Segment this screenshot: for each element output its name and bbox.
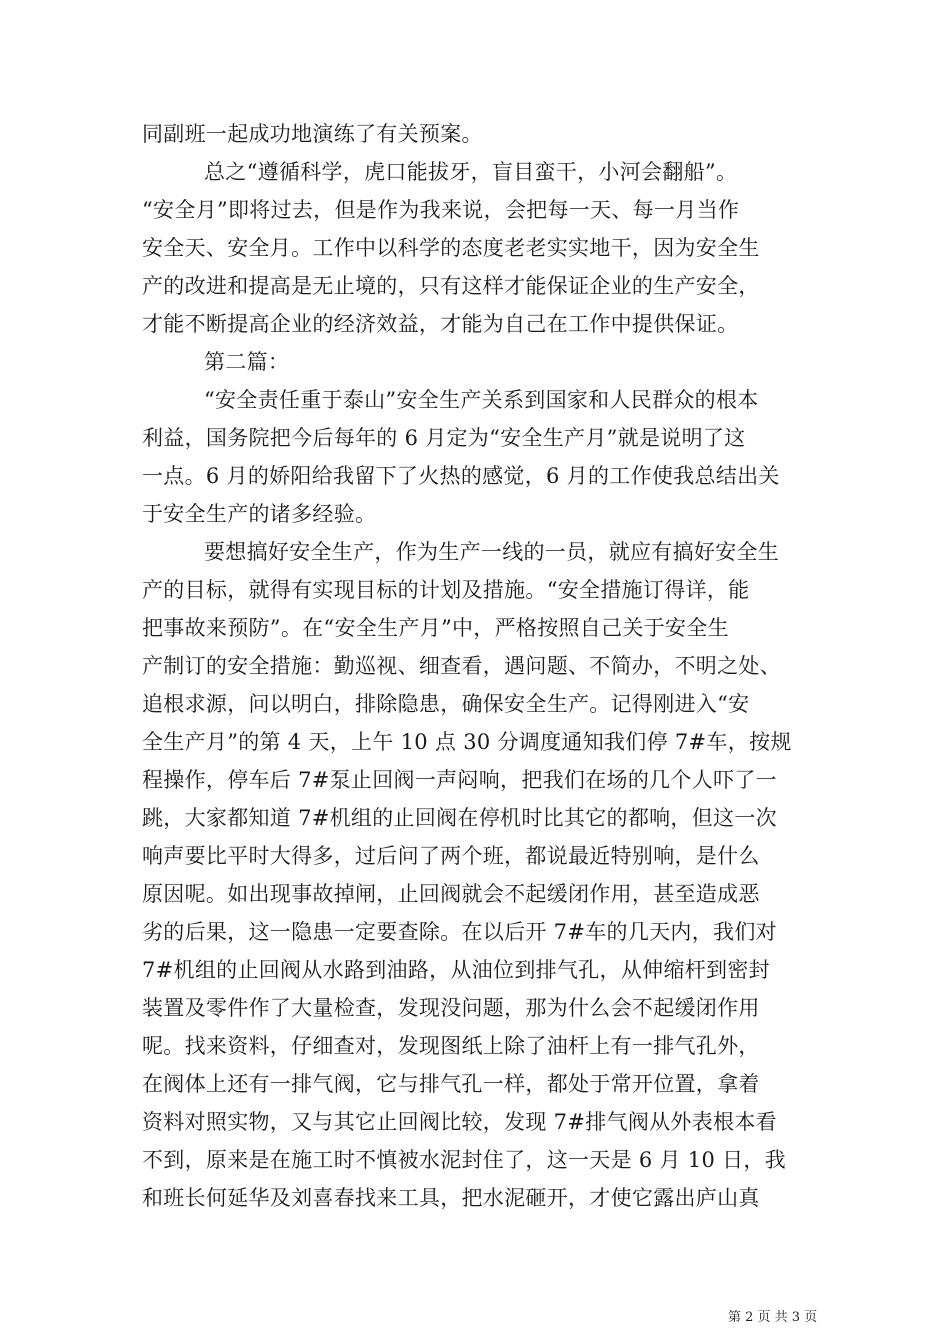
text-line: 利益，国务院把今后每年的 6 月定为“安全生产月”就是说明了这 bbox=[142, 426, 746, 450]
text-line: “安全责任重于泰山”安全生产关系到国家和人民群众的根本 bbox=[204, 388, 759, 412]
text-line: “安全月”即将过去，但是作为我来说，会把每一天、每一月当作 bbox=[142, 198, 740, 222]
text-line: 安全天、安全月。工作中以科学的态度老老实实地干，因为安全生 bbox=[142, 236, 760, 260]
text-line: 一点。6 月的娇阳给我留下了火热的感觉，6 月的工作使我总结出关 bbox=[142, 464, 780, 488]
text-line: 和班长何延华及刘喜春找来工具，把水泥砸开，才使它露出庐山真 bbox=[142, 1186, 760, 1210]
text-line: 要想搞好安全生产，作为生产一线的一员，就应有搞好安全生 bbox=[204, 540, 780, 564]
text-line: 才能不断提高企业的经济效益，才能为自己在工作中提供保证。 bbox=[142, 312, 739, 336]
text-line: 把事故来预防”。在“安全生产月”中，严格按照自己关于安全生 bbox=[142, 616, 729, 640]
text-line: 产的目标，就得有实现目标的计划及措施。“安全措施订得详，能 bbox=[142, 578, 750, 602]
text-line: 程操作，停车后 7#泵止回阀一声闷响，把我们在场的几个人吓了一 bbox=[142, 768, 777, 792]
text-line: 产制订的安全措施：勤巡视、细查看，遇问题、不简办，不明之处、 bbox=[142, 654, 781, 678]
text-line: 同副班一起成功地演练了有关预案。 bbox=[142, 122, 483, 146]
text-line: 总之“遵循科学，虎口能拔牙，盲目蛮干，小河会翻船”。 bbox=[204, 160, 738, 184]
section-heading: 第二篇： bbox=[204, 350, 290, 374]
text-line: 资料对照实物，又与其它止回阀比较，发现 7#排气阀从外表根本看 bbox=[142, 1110, 777, 1134]
text-line: 追根求源，问以明白，排除隐患，确保安全生产。记得刚进入“安 bbox=[142, 692, 750, 716]
text-line: 装置及零件作了大量检查，发现没问题，那为什么会不起缓闭作用 bbox=[142, 996, 760, 1020]
text-line: 劣的后果，这一隐患一定要查除。在以后开 7#车的几天内，我们对 bbox=[142, 920, 777, 944]
page-number: 第 2 页 共 3 页 bbox=[728, 1310, 818, 1325]
text-line: 不到，原来是在施工时不慎被水泥封住了，这一天是 6 月 10 日，我 bbox=[142, 1148, 786, 1172]
text-line: 响声要比平时大得多，过后问了两个班，都说最近特别响，是什么 bbox=[142, 844, 760, 868]
text-line: 7#机组的止回阀从水路到油路，从油位到排气孔，从伸缩杆到密封 bbox=[142, 958, 770, 982]
text-line: 在阀体上还有一排气阀，它与排气孔一样，都处于常开位置，拿着 bbox=[142, 1072, 760, 1096]
text-line: 呢。找来资料，仔细查对，发现图纸上除了油杆上有一排气孔外， bbox=[142, 1034, 760, 1058]
text-line: 全生产月”的第 4 天，上午 10 点 30 分调度通知我们停 7#车，按规 bbox=[142, 730, 792, 754]
text-line: 跳，大家都知道 7#机组的止回阀在停机时比其它的都响，但这一次 bbox=[142, 806, 777, 830]
text-line: 原因呢。如出现事故掉闸，止回阀就会不起缓闭作用，甚至造成恶 bbox=[142, 882, 760, 906]
text-line: 于安全生产的诸多经验。 bbox=[142, 502, 377, 526]
text-line: 产的改进和提高是无止境的，只有这样才能保证企业的生产安全， bbox=[142, 274, 760, 298]
